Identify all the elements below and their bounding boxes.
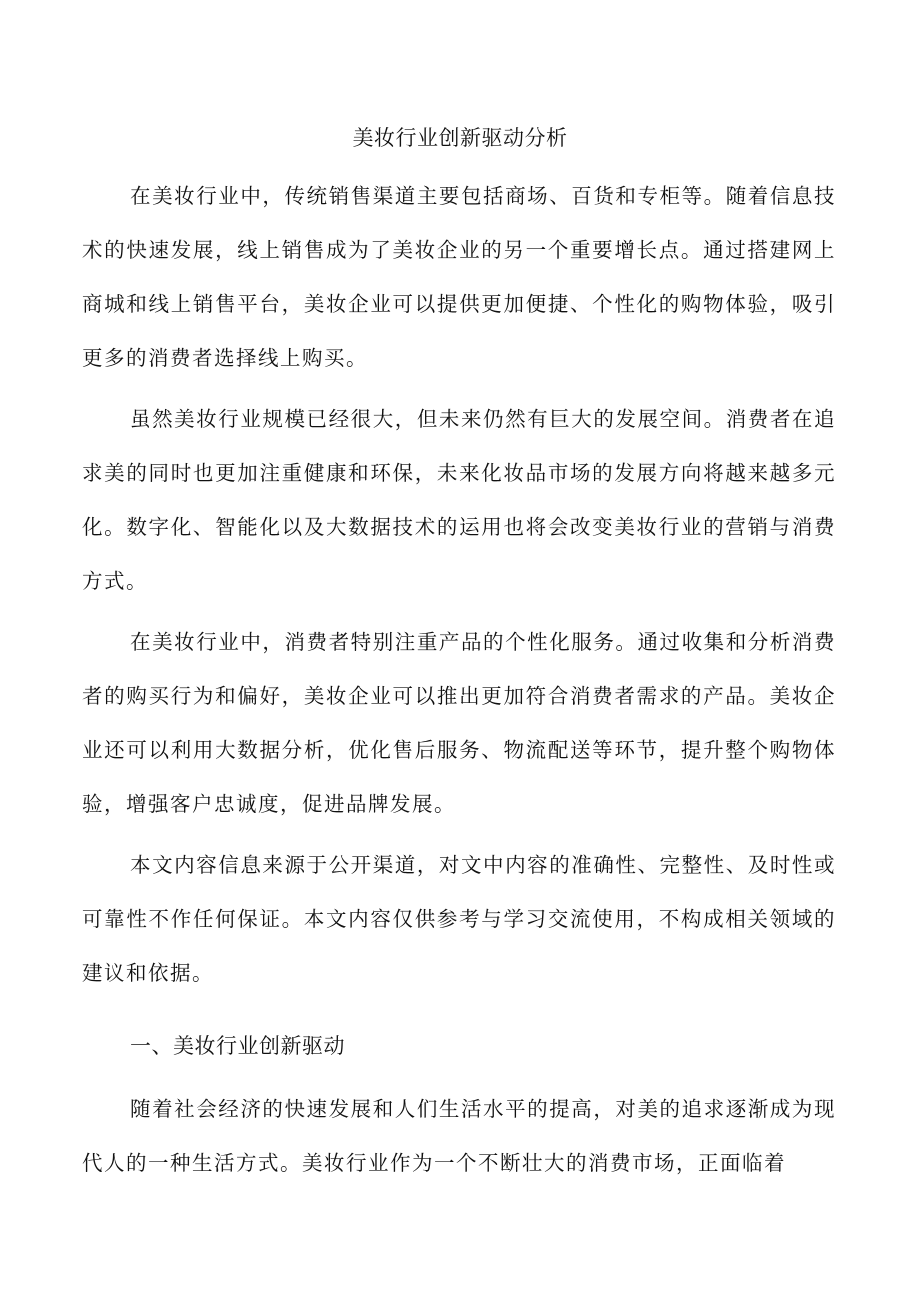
paragraph-disclaimer: 本文内容信息来源于公开渠道，对文中内容的准确性、完整性、及时性或可靠性不作任何保证。本文内容仅供参考与学习交流使用，不构成相关领域的建议和依据。 (82, 853, 836, 985)
paragraph-development-space: 虽然美妆行业规模已经很大，但未来仍然有巨大的发展空间。消费者在追求美的同时也更加注重健康和环保，未来化妆品市场的发展方向将越来越多元化。数字化、智能化以及大数据技术的运用也将会改变美妆行业的营销与消费方式。 (82, 407, 836, 593)
section-heading: 一、美妆行业创新驱动 (130, 1034, 345, 1058)
paragraph-sales-channels: 在美妆行业中，传统销售渠道主要包括商场、百货和专柜等。随着信息技术的快速发展，线上销售成为了美妆企业的另一个重要增长点。通过搭建网上商城和线上销售平台，美妆企业可以提供更加便捷、个性化的购物体验，吸引更多的消费者选择线上购买。 (82, 184, 836, 370)
paragraph-personalized-service: 在美妆行业中，消费者特别注重产品的个性化服务。通过收集和分析消费者的购买行为和偏好，美妆企业可以推出更加符合消费者需求的产品。美妆企业还可以利用大数据分析，优化售后服务、物流配送等环节，提升整个购物体验，增强客户忠诚度，促进品牌发展。 (82, 630, 836, 816)
document-title: 美妆行业创新驱动分析 (352, 126, 568, 150)
paragraph-section-intro: 随着社会经济的快速发展和人们生活水平的提高，对美的追求逐渐成为现代人的一种生活方式。美妆行业作为一个不断壮大的消费市场，正面临着 (82, 1097, 836, 1175)
